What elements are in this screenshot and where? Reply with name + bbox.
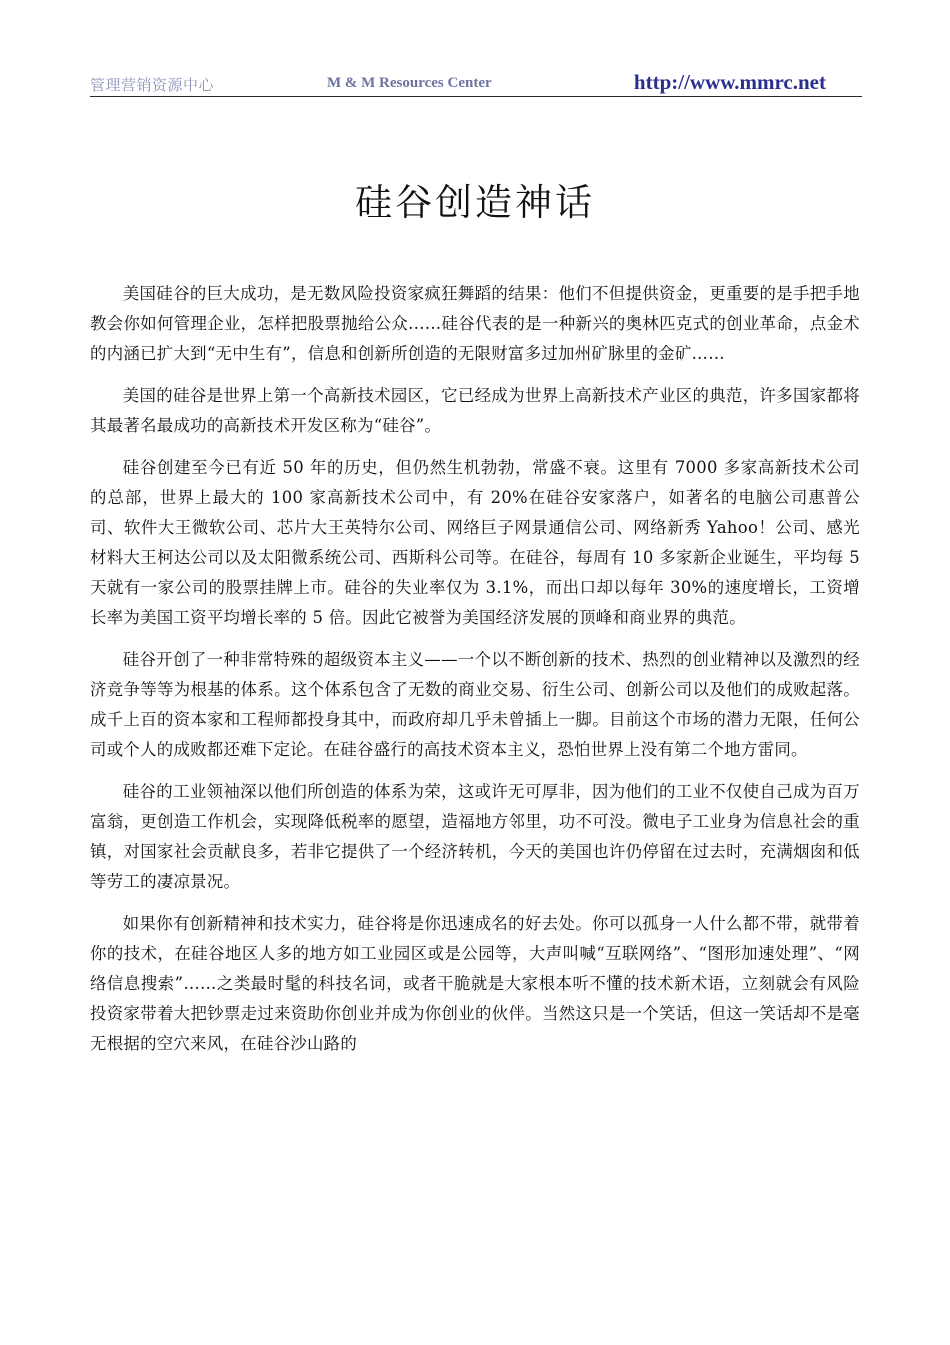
header-center-name: M & M Resources Center (327, 75, 492, 91)
paragraph-2: 美国的硅谷是世界上第一个高新技术园区，它已经成为世界上高新技术产业区的典范，许多国家都将其最著名最成功的高新技术开发区称为“硅谷”。 (90, 386, 860, 435)
paragraph-6: 如果你有创新精神和技术实力，硅谷将是你迅速成名的好去处。你可以孤身一人什么都不带，就带着你的技术，在硅谷地区人多的地方如工业园区或是公园等，大声叫喊“互联网络”、“图形加速处理”、“网络信息搜索”……之类最时髦的科技名词，或者干脆就是大家根本听不懂的技术新术语，立刻就会有风险投资家带着大把钞票走过来资助你创业并成为你创业的伙伴。当然这只是一个笑话，但这一笑话却不是毫无根据的空穴来风，在硅谷沙山路的 (90, 914, 860, 1053)
paragraph-3: 硅谷创建至今已有近 50 年的历史，但仍然生机勃勃，常盛不衰。这里有 7000 多家高新技术公司的总部，世界上最大的 100 家高新技术公司中，有 20%在硅谷安家落户，如著名的电脑公司惠普公司、软件大王微软公司、芯片大王英特尔公司、网络巨子网景通信公司、网络新秀 Yahoo！公司、感光材料大王柯达公司以及太阳微系统公司、西斯科公司等。在硅谷，每周有 10 多家新企业诞生，平均每 5 天就有一家公司的股票挂牌上市。硅谷的失业率仅为 3.1%，而出口却以每年 30%的速度增长，工资增长率为美国工资平均增长率的 5 倍。因此它被誉为美国经济发展的顶峰和商业界的典范。 (90, 458, 860, 627)
document-title: 硅谷创造神话 (355, 181, 595, 224)
header-org-name: 管理营销资源中心 (90, 76, 215, 94)
paragraph-1: 美国硅谷的巨大成功，是无数风险投资家疯狂舞蹈的结果：他们不但提供资金，更重要的是手把手地教会你如何管理企业，怎样把股票抛给公众……硅谷代表的是一种新兴的奥林匹克式的创业革命，点金术的内涵已扩大到“无中生有”，信息和创新所创造的无限财富多过加州矿脉里的金矿…… (90, 284, 860, 363)
page-header (90, 70, 862, 97)
paragraph-5: 硅谷的工业领袖深以他们所创造的体系为荣，这或许无可厚非，因为他们的工业不仅使自己成为百万富翁，更创造工作机会，实现降低税率的愿望，造福地方邻里，功不可没。微电子工业身为信息社会的重镇，对国家社会贡献良多，若非它提供了一个经济转机，今天的美国也许仍停留在过去时，充满烟囱和低等劳工的凄凉景况。 (90, 782, 860, 891)
header-url-link[interactable]: http://www.mmrc.net (633, 70, 826, 94)
paragraph-4: 硅谷开创了一种非常特殊的超级资本主义——一个以不断创新的技术、热烈的创业精神以及激烈的经济竞争等等为根基的体系。这个体系包含了无数的商业交易、衍生公司、创新公司以及他们的成败起落。成千上百的资本家和工程师都投身其中，而政府却几乎未曾插上一脚。目前这个市场的潜力无限，任何公司或个人的成败都还难下定论。在硅谷盛行的高技术资本主义，恐怕世界上没有第二个地方雷同。 (90, 650, 860, 759)
document-body (90, 279, 860, 1071)
